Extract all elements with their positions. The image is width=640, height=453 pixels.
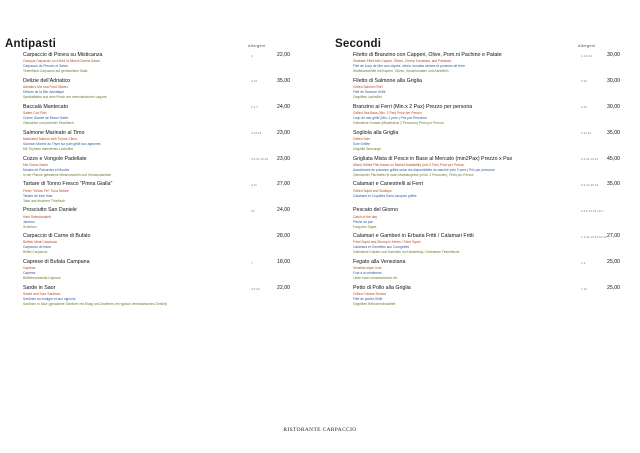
german-description: Mit Thymian mariniertes Lachsfilet (23, 146, 73, 151)
allergen-codes: 1 4 (581, 260, 586, 265)
english-description: Adriatic's Mix sea Food Starter (23, 85, 68, 90)
french-description: Caprese (23, 271, 36, 276)
allergen-codes: 2 4 6 11 13 14 l l (581, 208, 604, 213)
french-description: Filet de poulet Grillé (353, 297, 383, 302)
german-description: Fang des Tages (353, 224, 377, 229)
dish-name: Prosciutto San Daniele (23, 207, 77, 214)
allergen-column-label: Allergeni (248, 44, 266, 48)
menu-item (5, 181, 301, 207)
allergen-codes: 1 4 11 13 14 14 14 (581, 234, 607, 239)
english-description: Venetian-style Liver (353, 266, 382, 271)
restaurant-name-footer: RISTORANTE CARPACCIO (283, 427, 357, 433)
dish-name: Filetto di Branzino con Capperi, Olive, Pom.ni Pachino e Patate (353, 52, 502, 58)
allergen-codes: 7 (251, 260, 253, 265)
english-description: Grilled Squid and Scallops (353, 188, 392, 193)
german-description: Wolfsbarschfilet mit Kapern, Oliven, Kirschtomaten und Kartoffeln (353, 69, 449, 74)
german-description: Leber nach venezianischer Art (353, 276, 398, 281)
section-title: Secondi (335, 38, 382, 50)
menu-item (335, 233, 631, 259)
dish-name: Branzino ai Ferri (Min.x 2 Pax) Prezzo per persona (353, 103, 473, 110)
dish-name: Filetto di Salmone alla Griglia (353, 77, 422, 84)
allergen-column-label: Allergeni (578, 44, 596, 48)
menu-item (5, 130, 301, 156)
dish-price: 23,00 (277, 129, 290, 136)
dish-name: Fegato alla Veneziana (353, 259, 406, 266)
dish-price: 28,00 (277, 233, 290, 240)
french-description: Loup de mer grillé (Min. 2 pers.) Prix par Personne (353, 115, 428, 120)
menu-item (335, 52, 631, 78)
french-description: Carpaccio de bison (23, 245, 52, 250)
menu-item (335, 285, 631, 311)
dish-name: Petto di Pollo alla Griglia (353, 285, 411, 292)
english-description: Grilled Sea Bass (Min. 2 Pax) Price per Person (353, 110, 422, 115)
dish-price: 27,00 (277, 181, 290, 188)
antipasti-column (5, 38, 301, 311)
german-description: Tintenfisch-Carpaccio auf gemischtem Salat (23, 69, 88, 74)
dish-name: Sarde in Saor (23, 285, 56, 292)
english-description: Caprese (23, 266, 36, 271)
dish-name: Calamari e Canestrelli ai Ferri (353, 181, 424, 188)
menu-item (335, 104, 631, 130)
menu-item (5, 259, 301, 285)
german-description: Gebratene Kräuter und Garnelen im Kräuterteig / Gebratene Tintenfische (353, 250, 460, 255)
allergen-codes: 4 11 (581, 79, 587, 84)
allergen-codes: 4 6 14 (251, 286, 260, 291)
german-description: Büffelmozzarella Caprese (23, 276, 61, 281)
english-description: Fresh "Yellow Fin" Tuna Tartare (23, 188, 69, 193)
dish-name: Tartare di Tonno Fresco "Pinna Gialla" (23, 181, 113, 188)
german-description: Gegrilltes Hähnchenbrustfilet (353, 302, 396, 307)
dish-price: 35,00 (607, 181, 620, 188)
german-description: Gegrillte Seezunge (353, 146, 382, 151)
menu-item (5, 52, 301, 78)
dish-price: 45,00 (607, 155, 620, 162)
dish-price: 35,00 (607, 129, 620, 136)
english-description: Mix Clams Saute (23, 162, 48, 167)
french-description: Filet de Loup de Mer aux câpres, olives, tomates cerises et pommes de terre (353, 64, 465, 69)
dish-price: 24,00 (277, 207, 290, 214)
dish-name: Calamari e Gamberi in Erbaria Fritti / Calamari Fritti (353, 233, 474, 240)
english-description: Mixed Grilled Fish based on Market Availability (min 2 Pax) Price per Person (353, 162, 465, 167)
dish-price: 24,00 (277, 103, 290, 110)
french-description: Calamars et Crevettes aux Courgettes (353, 245, 410, 250)
dish-price: 35,00 (277, 77, 290, 84)
dish-name: Sogliola alla Griglia (353, 129, 399, 136)
dish-price: 25,00 (607, 285, 620, 292)
dish-name: Salmone Marinato al Timo (23, 129, 85, 136)
menu-item (335, 181, 631, 207)
menu-item (5, 285, 301, 311)
english-description: Sweet and Sour Sardines (23, 292, 61, 297)
menu-item (335, 207, 631, 233)
dish-name: Pescato del Giorno (353, 207, 399, 214)
antipasti-list (5, 52, 301, 311)
french-description: Assortiment de poissons grillés selon les disponibilités du marché (min 2 pers.) Prix par personne (353, 167, 496, 172)
allergen-codes: 1 11 (581, 286, 587, 291)
german-description: Tatar aus frischem Thunfisch (23, 198, 66, 203)
allergen-codes: 4 14 (251, 79, 258, 84)
french-description: Filet de Saumon Grillé (353, 90, 386, 95)
section-title: Antipasti (5, 38, 56, 50)
dish-name: Baccalà Mantecato (23, 103, 69, 110)
allergen-codes: 4 11 (581, 105, 587, 110)
english-description: Marinated Salmon with Thyme Citrus (23, 136, 77, 141)
french-description: Délices de la Mer Adriatique (23, 90, 65, 95)
allergen-codes: 13 (251, 208, 255, 213)
dish-name: Delizie dell'Adriatico (23, 77, 71, 84)
allergen-codes: 1 4 6 11 (581, 53, 592, 58)
dish-price: 30,00 (607, 103, 620, 110)
dish-price: 25,00 (607, 259, 620, 266)
dish-price: 22,00 (277, 52, 290, 58)
menu-item (5, 104, 301, 130)
english-description: Grilled Salmon Fillet (353, 85, 383, 90)
english-description: Buffalo Meat Carpaccio (23, 240, 58, 245)
french-description: Carpaccio de Pieuvre et Salari (23, 64, 68, 69)
french-description: Pêche du jour (353, 219, 374, 224)
menu-item (335, 259, 631, 285)
menu-item (5, 233, 301, 259)
english-description: Octopus Carpaccio on a Bed of Mixed Greens Salad (23, 59, 100, 64)
dish-price: 22,00 (277, 285, 290, 292)
menu-item (5, 207, 301, 233)
dish-price: 23,00 (277, 155, 290, 162)
menu-item (335, 156, 631, 182)
german-description: Büffel-Carpaccio (23, 250, 48, 255)
allergen-codes: 4 11 14 (581, 131, 592, 136)
german-description: In der Pfanne gebratene Miesmuscheln und Venusmuscheln (23, 172, 112, 177)
allergen-codes: 4 6 11 13 14 (251, 157, 268, 162)
secondi-list (335, 52, 631, 311)
german-description: Sardinen in Saor (gesalzene Sardinen mit Essig und Zwiebeln, ein typisch venezianisches Gericht) (23, 302, 168, 307)
french-description: Sardines au vinaigre et aux oignons (23, 297, 76, 302)
french-description: Jambon (23, 219, 35, 224)
german-description: Gebratene Dorade (Mindestens 2 Personen) Preis pro Person (353, 120, 444, 125)
menu-item (5, 78, 301, 104)
menu-item (335, 78, 631, 104)
dish-name: Carpaccio di Carne di Bufalo (23, 233, 91, 240)
french-description: Sole Grillée (353, 141, 371, 146)
menu-item (5, 156, 301, 182)
dish-name: Cozze e Vongole Padellate (23, 155, 87, 162)
dish-name: Carpaccio di Piovra su Misticanza (23, 52, 103, 58)
dish-name: Grigliata Mista di Pesce in Base al Mercato (min2Pax) Prezzo x Pax (353, 155, 513, 162)
allergen-codes: 2 4 11 13 14 (581, 157, 598, 162)
english-description: Grilled Chicken Breast (353, 292, 386, 297)
german-description: Spezialitäten aus dem Frisch der venezianischen Lagune (23, 95, 107, 100)
allergen-codes: 4 13 14 (251, 131, 262, 136)
english-description: Fried Squid and Shrimp in Herbs / Fried Squid (353, 240, 421, 245)
english-description: Salted Cod Fish (23, 110, 47, 115)
german-description: Schinken (23, 224, 37, 229)
allergen-codes: 4 11 (251, 182, 257, 187)
french-description: Moules de Palourdes et Moules (23, 167, 70, 172)
secondi-column (335, 38, 631, 311)
allergen-codes: 1 4 7 (251, 105, 258, 110)
dish-name: Caprese di Bufala Campana (23, 259, 90, 266)
allergen-codes: 4 (251, 53, 253, 58)
menu-item (335, 130, 631, 156)
dish-price: 30,00 (607, 52, 620, 58)
german-description: Gekochter und pürierter Stockfisch (23, 120, 74, 125)
allergen-codes: 2 4 12 13 14 (581, 182, 599, 187)
french-description: Foie à la vénitienne (353, 271, 382, 276)
french-description: Tartare de thon frais (23, 193, 53, 198)
dish-price: 30,00 (607, 77, 620, 84)
dish-price: 18,00 (277, 259, 290, 266)
french-description: Saumon Mariné au Thym sur pain grillé aux agrumes (23, 141, 101, 146)
english-description: Ham Selectionated (23, 214, 51, 219)
english-description: Grilled Sole (353, 136, 371, 141)
secondi-header (335, 38, 631, 51)
german-description: Gegrilltes Lachsfilet (353, 95, 382, 100)
dish-price: 27,00 (607, 233, 620, 240)
english-description: Catch of the day (353, 214, 378, 219)
antipasti-header (5, 38, 301, 51)
german-description: Gemischter Fischteller je nach Marktangebot (mind. 2 Personen), Preis pro Person (353, 172, 474, 177)
english-description: Seabass Fillet with Capers, Olives, Cherry Tomatoes, and Potatoes (353, 59, 452, 64)
french-description: Crème Glacée de Morue Salée (23, 115, 69, 120)
french-description: Calamars et Coquilles Saint-Jacques grillés (353, 193, 417, 198)
